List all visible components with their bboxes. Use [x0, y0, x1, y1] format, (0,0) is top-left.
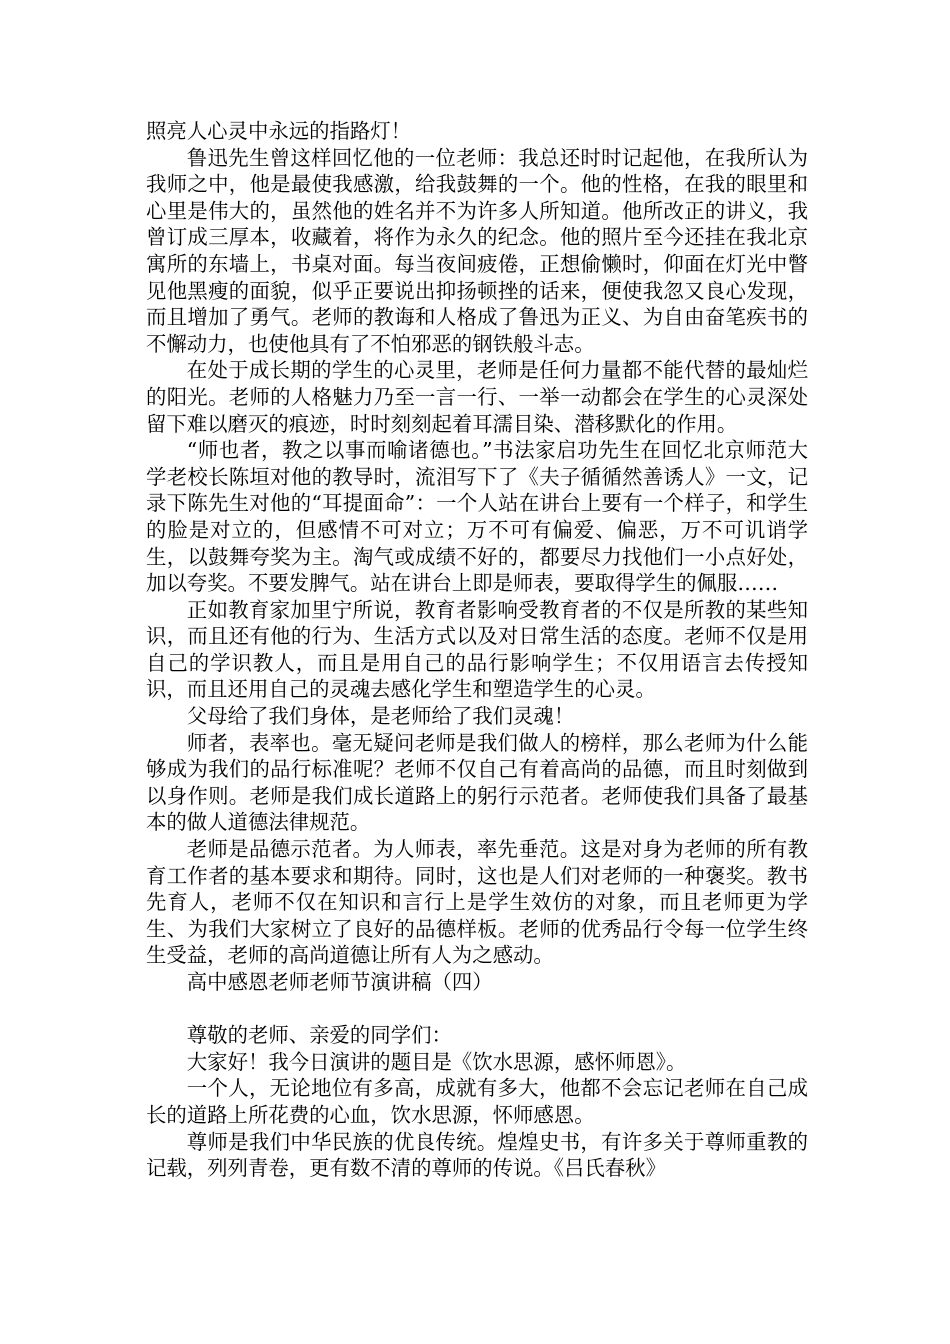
- paragraph-1: 照亮人心灵中永远的指路灯！: [146, 119, 412, 143]
- paragraph-8: 老师是品德示范者。为人师表，率先垂范。这是对身为老师的所有教育工作者的基本要求和期待。同时，这也是人们对老师的一种褒奖。教书先育人，老师不仅在知识和言行上是学生效仿的对象，而且老师更为学生、为我们大家树立了良好的品德样板。老师的优秀品行令每一位学生终生受益，老师的高尚道德让所有人为之感动。: [146, 837, 808, 968]
- document-page: [146, 118, 808, 1182]
- paragraph-3: 在处于成长期的学生的心灵里，老师是任何力量都不能代替的最灿烂的阳光。老师的人格魅力乃至一言一行、一举一动都会在学生的心灵深处留下难以磨灭的痕迹，时时刻刻起着耳濡目染、潜移默化的作用。: [146, 358, 808, 436]
- paragraph-4: “师也者，教之以事而喻诸德也。”书法家启功先生在回忆北京师范大学老校长陈垣对他的教导时，流泪写下了《夫子循循然善诱人》一文，记录下陈先生对他的“耳提面命”：一个人站在讲台上要有一个样子，和学生的脸是对立的，但感情不可对立；万不可有偏爱、偏恶，万不可讥诮学生，以鼓舞夸奖为主。淘气或成绩不好的，都要尽力找他们一小点好处，加以夸奖。不要发脾气。站在讲台上即是师表，要取得学生的佩服……: [146, 438, 808, 596]
- paragraph-10: 一个人，无论地位有多高，成就有多大，他都不会忘记老师在自己成长的道路上所花费的心血，饮水思源，怀师感恩。: [146, 1076, 808, 1127]
- section-heading: 高中感恩老师老师节演讲稿（四）: [186, 970, 493, 994]
- paragraph-11: 尊师是我们中华民族的优良传统。煌煌史书，有许多关于尊师重教的记载，列列青卷，更有数不清的尊师的传说。《吕氏春秋》: [146, 1129, 808, 1181]
- paragraph-6: 父母给了我们身体，是老师给了我们灵魂！: [186, 704, 575, 729]
- blank-line: [146, 996, 808, 1023]
- salutation: 尊敬的老师、亲爱的同学们：: [186, 1023, 452, 1048]
- paragraph-7: 师者，表率也。毫无疑问老师是我们做人的榜样，那么老师为什么能够成为我们的品行标准呢？老师不仅自己有着高尚的品德，而且时刻做到以身作则。老师是我们成长道路上的躬行示范者。老师使我们具备了最基本的做人道德法律规范。: [146, 730, 808, 835]
- paragraph-5: 正如教育家加里宁所说，教育者影响受教育者的不仅是所教的某些知识，而且还有他的行为、生活方式以及对日常生活的态度。老师不仅是用自己的学识教人，而且是用自己的品行影响学生；不仅用语言去传授知识，而且还用自己的灵魂去感化学生和塑造学生的心灵。: [146, 597, 808, 702]
- paragraph-9: 大家好！我今日演讲的题目是《饮水思源，感怀师恩》。: [186, 1049, 687, 1074]
- paragraph-2: 鲁迅先生曾这样回忆他的一位老师：我总还时时记起他，在我所认为我师之中，他是最使我感激，给我鼓舞的一个。他的性格，在我的眼里和心里是伟大的，虽然他的姓名并不为许多人所知道。他所改正的讲义，我曾订成三厚本，收藏着，将作为永久的纪念。他的照片至今还挂在我北京寓所的东墙上，书桌对面。每当夜间疲倦，正想偷懒时，仰面在灯光中瞥见他黑瘦的面貌，似乎正要说出抑扬顿挫的话来，便使我忽又良心发现，而且增加了勇气。老师的教诲和人格成了鲁迅为正义、为自由奋笔疾书的不懈动力，也使他具有了不怕邪恶的钢铁般斗志。: [146, 145, 808, 356]
